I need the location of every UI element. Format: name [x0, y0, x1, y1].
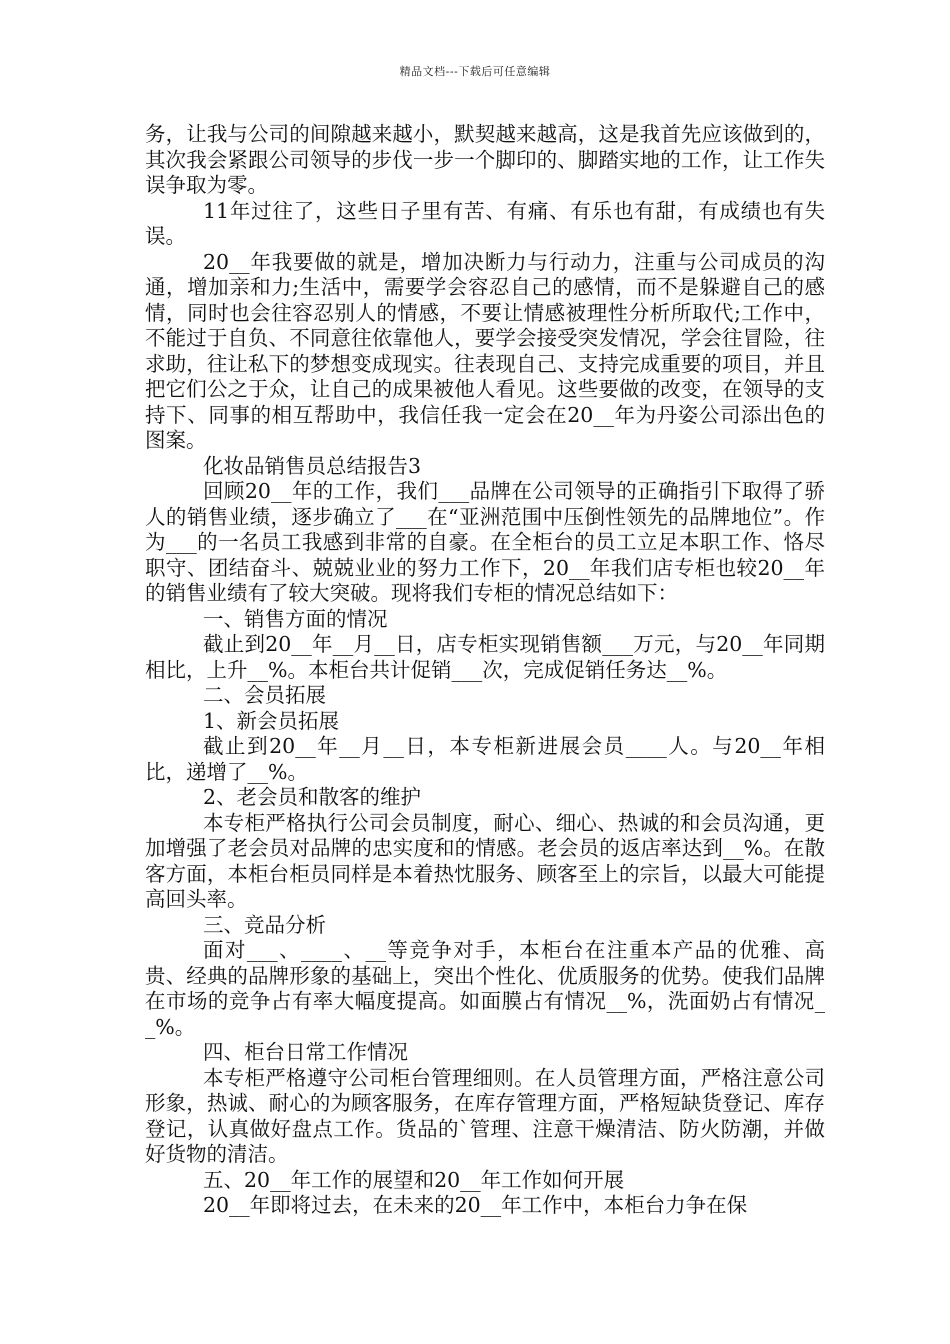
section-heading-competitors: 三、竞品分析	[203, 912, 326, 937]
subheading-new-members: 1、新会员拓展	[203, 708, 340, 733]
paragraph-old-members: 本专柜严格执行公司会员制度，耐心、细心、热诚的和会员沟通，更加增强了老会员对品牌的忠实度和的情感。老会员的返店率达到__%。在散客方面，本柜台柜员同样是本着热忱服务、顾客至上的宗旨，以最大可能提高回头率。	[145, 810, 825, 911]
paragraph-daily-work: 本专柜严格遵守公司柜台管理细则。在人员管理方面，严格注意公司形象，热诚、耐心的为顾客服务，在库存管理方面，严格短缺货登记、库存登记，认真做好盘点工作。货品的`管理、注意干燥清洁、防火防潮，并做好货物的清洁。	[145, 1065, 825, 1166]
page-header: 精品文档---下载后可任意编辑	[399, 65, 551, 78]
paragraph-1: 务，让我与公司的间隙越来越小，默契越来越高，这是我首先应该做到的，其次我会紧跟公司领导的步伐一步一个脚印的、脚踏实地的工作，让工作失误争取为零。	[145, 122, 825, 197]
paragraph-sales: 截止到20__年__月__日，店专柜实现销售额___万元，与20__年同期相比，上升__%。本柜台共计促销___次，完成促销任务达__%。	[145, 632, 825, 682]
subheading-old-members: 2、老会员和散客的维护	[203, 785, 422, 809]
section-heading-members: 二、会员拓展	[203, 683, 326, 707]
paragraph-outlook: 20__年即将过去，在未来的20__年工作中，本柜台力争在保	[203, 1193, 748, 1217]
report-title: 化妆品销售员总结报告3	[203, 453, 422, 478]
paragraph-3: 20__年我要做的就是，增加决断力与行动力，注重与公司成员的沟通，增加亲和力;生活中，需要学会容忍自己的感情，而不是躲避自己的感情，同时也会往容忍别人的情感，不要让情感被理性分析所取代;工作中，不能过于自负、不同意往依靠他人，要学会接受突发情况，学会往冒险，往求助，往让私下的梦想变成现实。往表现自己、支持完成重要的项目，并且把它们公之于众，让自己的成果被他人看见。这些要做的改变，在领导的支持下、同事的相互帮助中，我信任我一定会在20__年为丹姿公司添出色的图案。	[145, 249, 825, 452]
section-heading-daily-work: 四、柜台日常工作情况	[203, 1040, 408, 1064]
paragraph-2: 11年过往了，这些日子里有苦、有痛、有乐也有甜，有成绩也有失误。	[145, 198, 825, 248]
paragraph-review: 回顾20__年的工作，我们___品牌在公司领导的正确指引下取得了骄人的销售业绩，逐步确立了___在“亚洲范围中压倒性领先的品牌地位”。作为___的一名员工我感到非常的自豪。在全柜台的员工立足本职工作、恪尽职守、团结奋斗、兢兢业业的努力工作下，20__年我们店专柜也较20__年的销售业绩有了较大突破。现将我们专柜的情况总结如下：	[145, 479, 825, 605]
section-heading-outlook: 五、20__年工作的展望和20__年工作如何开展	[203, 1167, 625, 1192]
section-heading-sales: 一、销售方面的情况	[203, 606, 388, 631]
document-body	[145, 122, 825, 1219]
paragraph-new-members: 截止到20__年__月__日，本专柜新进展会员____人。与20__年相比，递增了__%。	[145, 734, 825, 784]
paragraph-competitors: 面对___、____、__等竞争对手，本柜台在注重本产品的优雅、高贵、经典的品牌形象的基础上，突出个性化、优质服务的优势。使我们品牌在市场的竞争占有率大幅度提高。如面膜占有情况__%，洗面奶占有情况__%。	[145, 938, 825, 1039]
